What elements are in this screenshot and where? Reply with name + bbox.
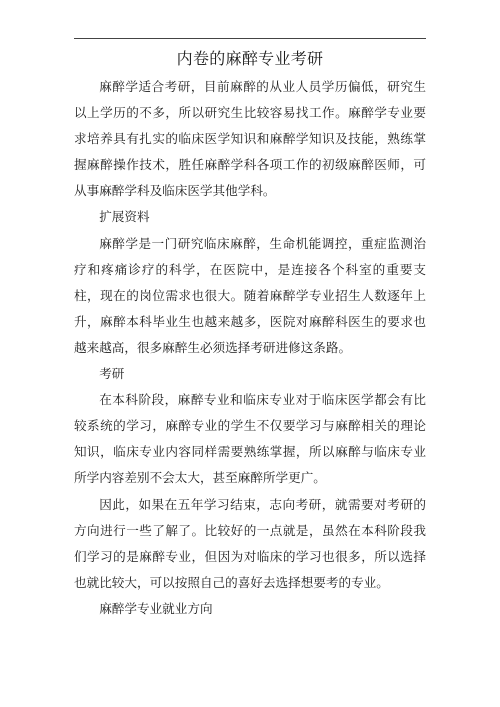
document-body: [74, 74, 426, 622]
paragraph-exam-1: 在本科阶段，麻醉专业和临床专业对于临床医学都会有比较系统的学习，麻醉专业的学生不仅要学习与麻醉相关的理论知识，临床专业内容同样需要熟练掌握，所以麻醉与临床专业所学内容差别不会太大，甚至麻醉所学更广。: [74, 392, 426, 486]
paragraph-intro: 麻醉学适合考研，目前麻醉的从业人员学历偏低，研究生以上学历的不多，所以研究生比较容易找工作。麻醉学专业要求培养具有扎实的临床医学知识和麻醉学知识及技能，熟练掌握麻醉操作技术，胜任麻醉学科各项工作的初级麻醉医师，可从事麻醉学科及临床医学其他学科。: [74, 79, 426, 199]
section-heading-extended: 扩展资料: [99, 209, 150, 225]
document-title: 内卷的麻醉专业考研: [176, 49, 324, 68]
section-heading-career: 麻醉学专业就业方向: [99, 600, 213, 616]
header-rule: [74, 38, 426, 39]
section-heading-exam: 考研: [99, 366, 125, 382]
paragraph-extended: 麻醉学是一门研究临床麻醉，生命机能调控，重症监测治疗和疼痛诊疗的科学，在医院中，是连接各个科室的重要支柱，现在的岗位需求也很大。随着麻醉学专业招生人数逐年上升，麻醉本科毕业生也越来越多，医院对麻醉科医生的要求也越来越高，很多麻醉生必须选择考研进修这条路。: [74, 235, 426, 355]
paragraph-exam-2: 因此，如果在五年学习结束，志向考研，就需要对考研的方向进行一些了解了。比较好的一点就是，虽然在本科阶段我们学习的是麻醉专业，但因为对临床的学习也很多，所以选择也就比较大，可以按照自己的喜好去选择想要考的专业。: [74, 496, 426, 590]
